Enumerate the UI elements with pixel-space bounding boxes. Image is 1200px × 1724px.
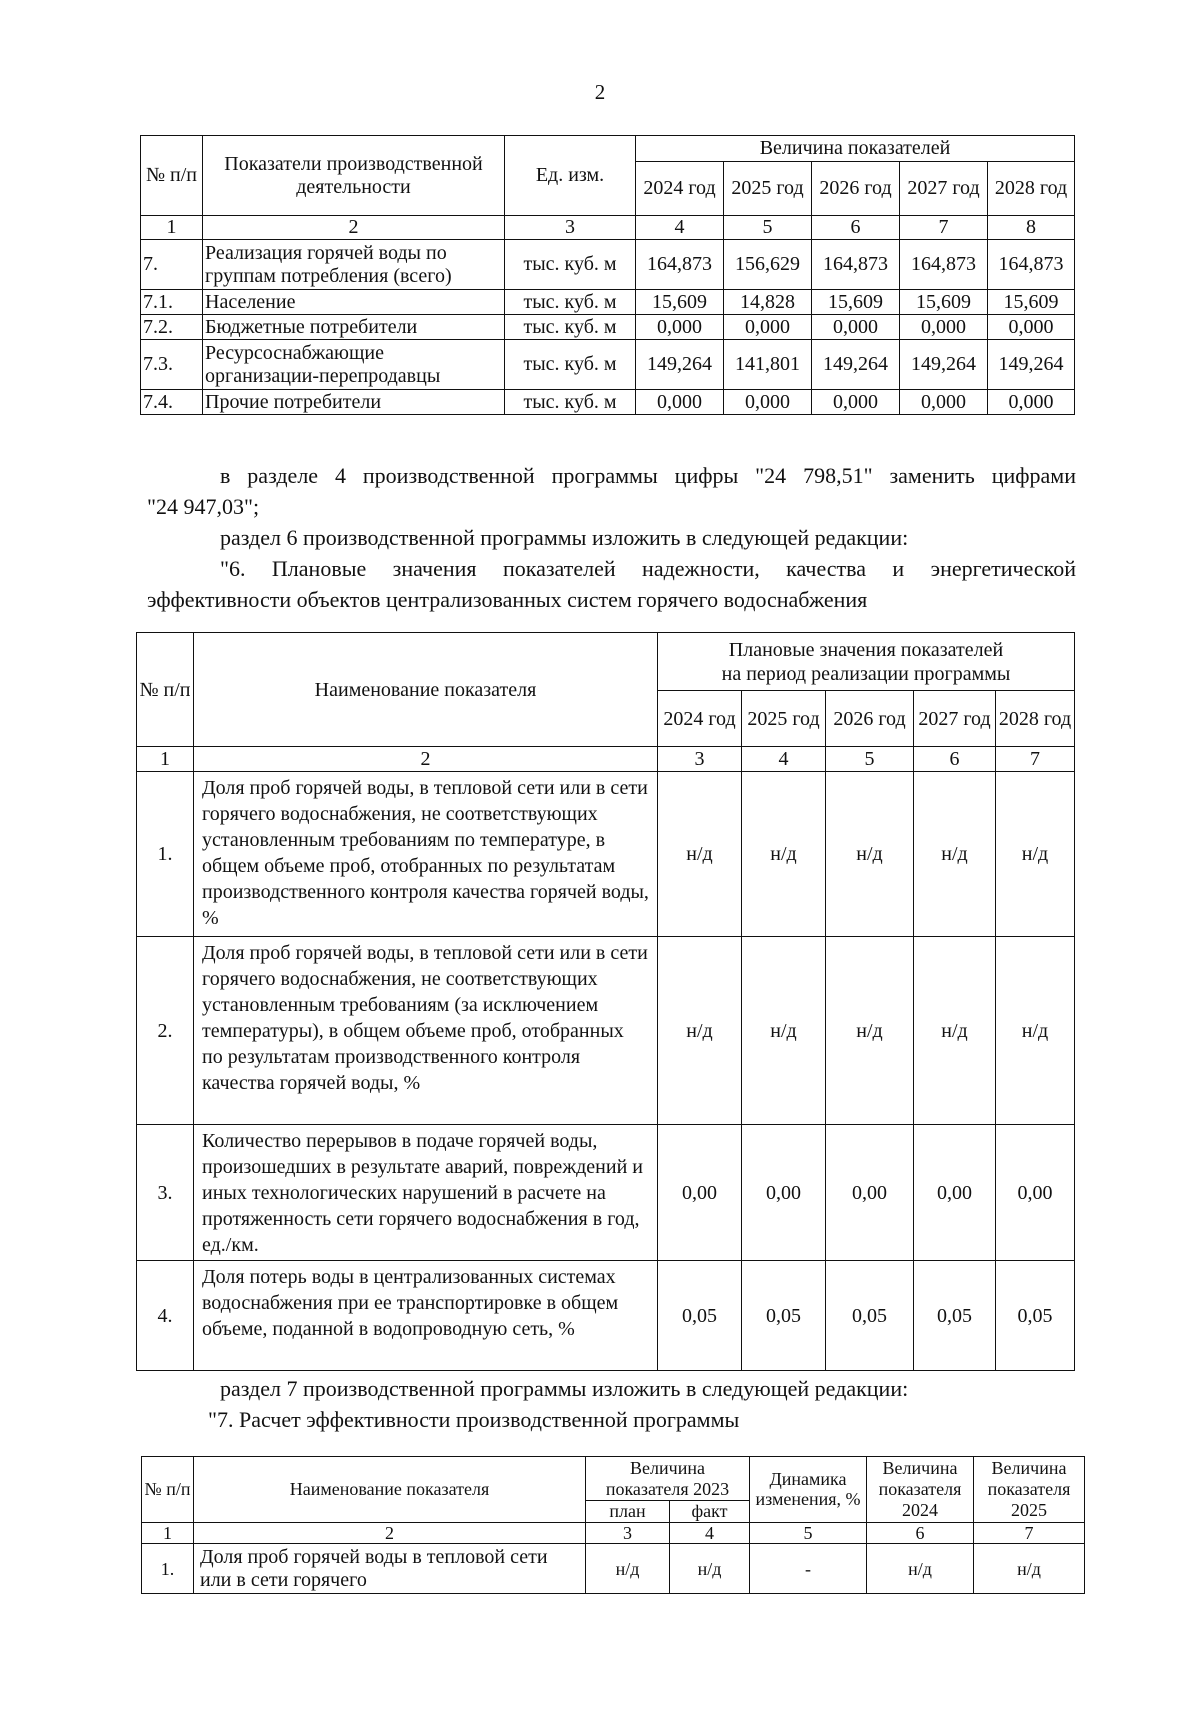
row-indicator: Количество перерывов в подаче горячей воды, произошедших в результате аварий, повреждений и иных технологических нарушений в расчете на протяженность сети горячего водоснабжения в год, ед./км.: [194, 1125, 658, 1261]
header-num: № п/п: [137, 633, 194, 747]
column-number: 5: [724, 216, 812, 240]
paragraph-section7-intro: раздел 7 производственной программы изложить в следующей редакции:: [220, 1376, 909, 1401]
row-value: 0,00: [742, 1125, 826, 1261]
header-values-group: [658, 633, 1075, 691]
row-value: 0,00: [914, 1125, 996, 1261]
row-value: н/д: [914, 937, 996, 1125]
column-number: 2: [203, 216, 505, 240]
row-value: 0,000: [812, 315, 900, 340]
row-unit: тыс. куб. м: [505, 240, 636, 290]
header-num: № п/п: [141, 136, 203, 216]
row-value: 0,05: [914, 1261, 996, 1371]
production-indicators-table: [140, 135, 1075, 415]
row-value: 0,00: [658, 1125, 742, 1261]
header-year: 2025 год: [724, 162, 812, 216]
section6-heading-line1: "6. Плановые значения показателей надежности, качества и энергетической: [220, 556, 1076, 581]
row-indicator: Доля проб горячей воды, в тепловой сети или в сети горячего водоснабжения, не соответствующих установленным требованиям (за исключением температуры), в общем объеме проб, отобранных по результатам производственного контроля качества горячей воды, %: [194, 937, 658, 1125]
row-value: 0,000: [636, 390, 724, 415]
table-row: [137, 1261, 1075, 1371]
paragraph-section4-line2: "24 947,03";: [147, 494, 260, 519]
row-value: 0,000: [812, 390, 900, 415]
row-value: н/д: [996, 937, 1075, 1125]
row-fact: н/д: [670, 1544, 750, 1594]
paragraph-section6-intro: раздел 6 производственной программы изложить в следующей редакции:: [220, 525, 909, 550]
header-indicator: Наименование показателя: [194, 633, 658, 747]
table-row: [141, 390, 1075, 415]
row-unit: тыс. куб. м: [505, 315, 636, 340]
row-value: н/д: [914, 772, 996, 937]
row-value: 0,00: [826, 1125, 914, 1261]
row-value: 0,000: [988, 390, 1075, 415]
column-number: 6: [812, 216, 900, 240]
section6-heading-line2: эффективности объектов централизованных систем горячего водоснабжения: [147, 587, 868, 612]
row-value: 149,264: [900, 340, 988, 390]
row-value: 149,264: [636, 340, 724, 390]
header-year: 2028 год: [988, 162, 1075, 216]
row-indicator: Доля проб горячей воды, в тепловой сети или в сети горячего водоснабжения, не соответствующих установленным требованиям по температуре, в общем объеме проб, отобранных по результатам производственного контроля качества горячей воды, %: [194, 772, 658, 937]
row-value: 15,609: [988, 290, 1075, 315]
column-number: 4: [670, 1522, 750, 1544]
row-value: 0,000: [636, 315, 724, 340]
table-row: [141, 315, 1075, 340]
column-number: 4: [742, 747, 826, 772]
table-row: [137, 1125, 1075, 1261]
row-dynamics: -: [750, 1544, 867, 1594]
header-year: 2024 год: [658, 691, 742, 747]
row-indicator: Население: [203, 290, 505, 315]
row-num: 4.: [137, 1261, 194, 1371]
header-unit: Ед. изм.: [505, 136, 636, 216]
row-indicator: Ресурсоснабжающие организации-перепродавцы: [203, 340, 505, 390]
header-year: 2028 год: [996, 691, 1075, 747]
column-number: 3: [586, 1522, 670, 1544]
header-value-2024: Величина показателя 2024: [867, 1457, 974, 1523]
header-year: 2027 год: [900, 162, 988, 216]
row-num: 7.4.: [141, 390, 203, 415]
header-year: 2026 год: [826, 691, 914, 747]
row-value: 0,05: [742, 1261, 826, 1371]
column-number: 5: [826, 747, 914, 772]
header-group-line2: на период реализации программы: [721, 662, 1011, 685]
header-year: 2027 год: [914, 691, 996, 747]
column-number: 3: [658, 747, 742, 772]
row-num: 1.: [137, 772, 194, 937]
page-number: 2: [594, 80, 606, 104]
row-plan: н/д: [586, 1544, 670, 1594]
row-num: 7.1.: [141, 290, 203, 315]
row-value: 15,609: [900, 290, 988, 315]
row-value: 164,873: [900, 240, 988, 290]
row-value: 164,873: [988, 240, 1075, 290]
header-indicator: Наименование показателя: [194, 1457, 586, 1523]
row-indicator: Бюджетные потребители: [203, 315, 505, 340]
row-value: 0,000: [988, 315, 1075, 340]
row-num: 2.: [137, 937, 194, 1125]
row-value: н/д: [658, 772, 742, 937]
header-value-2025: Величина показателя 2025: [974, 1457, 1085, 1523]
header-year: 2024 год: [636, 162, 724, 216]
row-value: 0,000: [900, 390, 988, 415]
header-dynamics: Динамика изменения, %: [750, 1457, 867, 1523]
row-value: 0,000: [724, 315, 812, 340]
table-row: [142, 1544, 1085, 1594]
table-row: [137, 937, 1075, 1125]
column-number: 7: [900, 216, 988, 240]
row-value: 0,000: [900, 315, 988, 340]
column-number: 6: [914, 747, 996, 772]
row-indicator: Доля потерь воды в централизованных системах водоснабжения при ее транспортировке в общем объеме, поданной в водопроводную сеть, %: [194, 1261, 658, 1371]
row-value: 164,873: [636, 240, 724, 290]
row-num: 3.: [137, 1125, 194, 1261]
row-indicator: Прочие потребители: [203, 390, 505, 415]
column-number: 7: [996, 747, 1075, 772]
row-value: 14,828: [724, 290, 812, 315]
header-num: № п/п: [142, 1457, 194, 1523]
row-value-2024: н/д: [867, 1544, 974, 1594]
header-year: 2026 год: [812, 162, 900, 216]
row-value: н/д: [658, 937, 742, 1125]
column-number: 7: [974, 1522, 1085, 1544]
row-value: 0,05: [658, 1261, 742, 1371]
row-num: 7.2.: [141, 315, 203, 340]
row-unit: тыс. куб. м: [505, 340, 636, 390]
row-indicator: Доля проб горячей воды в тепловой сети или в сети горячего: [194, 1544, 586, 1594]
efficiency-table: [141, 1456, 1085, 1594]
column-number: 2: [194, 747, 658, 772]
row-value: 15,609: [812, 290, 900, 315]
row-value: 0,000: [724, 390, 812, 415]
header-year: 2025 год: [742, 691, 826, 747]
column-number: 1: [137, 747, 194, 772]
reliability-indicators-table: [136, 632, 1075, 1371]
row-value: 141,801: [724, 340, 812, 390]
table-row: [141, 340, 1075, 390]
row-unit: тыс. куб. м: [505, 390, 636, 415]
header-plan: план: [586, 1501, 670, 1523]
row-value: 0,05: [826, 1261, 914, 1371]
row-num: 7.3.: [141, 340, 203, 390]
section7-heading: "7. Расчет эффективности производственной программы: [208, 1407, 740, 1432]
row-value: н/д: [826, 937, 914, 1125]
column-number: 1: [142, 1522, 194, 1544]
column-number: 4: [636, 216, 724, 240]
row-value: 0,05: [996, 1261, 1075, 1371]
row-value: н/д: [742, 937, 826, 1125]
table-row: [141, 290, 1075, 315]
row-unit: тыс. куб. м: [505, 290, 636, 315]
row-value: н/д: [826, 772, 914, 937]
row-indicator: Реализация горячей воды по группам потребления (всего): [203, 240, 505, 290]
header-indicator: Показатели производственной деятельности: [203, 136, 505, 216]
paragraph-section4-line1: в разделе 4 производственной программы цифры "24 798,51" заменить цифрами: [220, 463, 1076, 488]
header-values-group: Величина показателей: [636, 136, 1075, 162]
table-row: [137, 772, 1075, 937]
row-num: 1.: [142, 1544, 194, 1594]
row-value: 156,629: [724, 240, 812, 290]
column-number: 6: [867, 1522, 974, 1544]
row-value: 149,264: [988, 340, 1075, 390]
row-num: 7.: [141, 240, 203, 290]
row-value: н/д: [996, 772, 1075, 937]
column-number: 2: [194, 1522, 586, 1544]
row-value: н/д: [742, 772, 826, 937]
row-value: 15,609: [636, 290, 724, 315]
row-value: 164,873: [812, 240, 900, 290]
row-value-2025: н/д: [974, 1544, 1085, 1594]
column-number: 3: [505, 216, 636, 240]
column-number: 1: [141, 216, 203, 240]
row-value: 149,264: [812, 340, 900, 390]
header-value-2023: Величина показателя 2023: [586, 1457, 750, 1501]
column-number: 8: [988, 216, 1075, 240]
header-group-line1: Плановые значения показателей: [728, 638, 1004, 661]
column-number: 5: [750, 1522, 867, 1544]
header-fact: факт: [670, 1501, 750, 1523]
row-value: 0,00: [996, 1125, 1075, 1261]
table-row: [141, 240, 1075, 290]
